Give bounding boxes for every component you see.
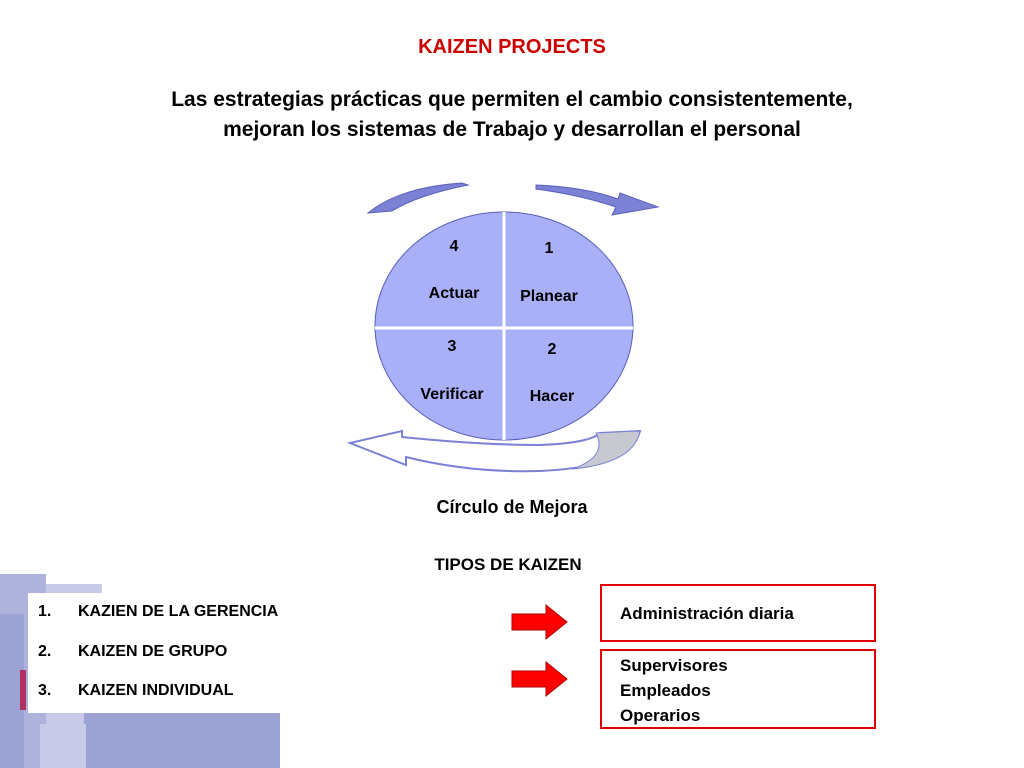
cycle-arrow-top-left — [368, 183, 468, 213]
box-role-line: Operarios — [620, 706, 701, 725]
right-arrow-icon — [510, 603, 570, 641]
box-role-line: Supervisores — [620, 656, 728, 675]
box-administracion — [600, 584, 876, 642]
quadrant-number-1: 1 — [544, 240, 554, 257]
slide-title: KAIZEN PROJECTS — [418, 36, 606, 58]
right-arrow-icon — [510, 660, 570, 698]
quadrant-label-verificar: Verificar — [420, 386, 484, 403]
subtitle-line-2: mejoran los sistemas de Trabajo y desarrollan el personal — [223, 118, 801, 141]
pdca-diagram — [340, 175, 670, 475]
list-item: 2. KAIZEN DE GRUPO — [38, 643, 228, 660]
quadrant-number-2: 2 — [547, 341, 557, 358]
slide-subtitle — [60, 85, 964, 145]
quadrant-label-actuar: Actuar — [428, 285, 480, 302]
quadrant-number-3: 3 — [447, 338, 457, 355]
box-roles — [600, 649, 876, 729]
quadrant-number-4: 4 — [449, 238, 459, 255]
box-administracion-text: Administración diaria — [620, 604, 794, 623]
cycle-arrow-top-right — [536, 185, 658, 215]
quadrant-label-planear: Planear — [520, 288, 578, 305]
list-item: 3. KAIZEN INDIVIDUAL — [38, 682, 234, 699]
quadrant-label-hacer: Hacer — [529, 388, 575, 405]
types-heading: TIPOS DE KAIZEN — [434, 555, 582, 574]
cycle-caption: Círculo de Mejora — [436, 497, 588, 517]
subtitle-line-1: Las estrategias prácticas que permiten el cambio consistentemente, — [171, 88, 853, 111]
box-role-line: Empleados — [620, 681, 711, 700]
list-item: 1. KAZIEN DE LA GERENCIA — [38, 603, 279, 620]
kaizen-types-list — [28, 593, 280, 713]
